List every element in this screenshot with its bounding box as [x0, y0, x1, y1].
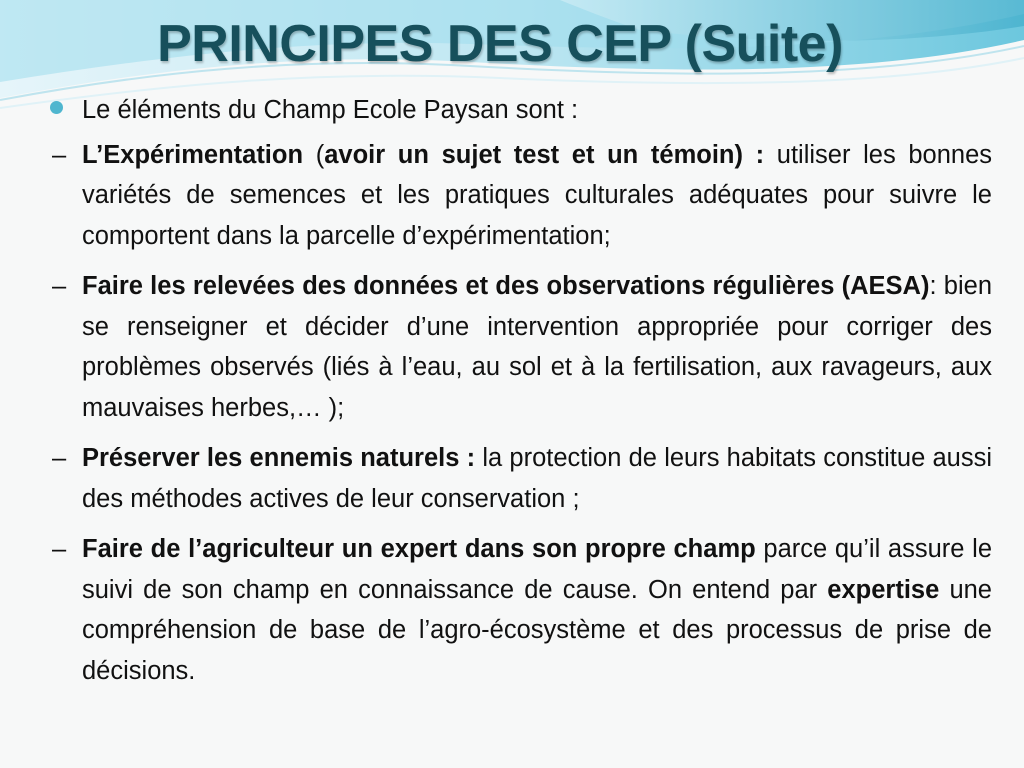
list-item-natural-enemies — [48, 438, 992, 519]
item-term-detail: avoir un sujet test et un témoin) : — [324, 140, 765, 169]
dash-icon: – — [52, 140, 67, 169]
item-text: parce qu’il assure le suivi de son champ en connaissance de cause. On entend par — [82, 535, 993, 604]
item-term: Préserver les ennemis naturels : — [82, 444, 476, 472]
list-item-observations — [48, 266, 992, 428]
list-item-expert-farmer — [48, 529, 992, 691]
item-text: : bien se renseigner et décider d’une intervention appropriée pour corriger des problèmes observés (liés à l’eau, au sol et à la fertilisation, aux ravageurs, aux mauvaises herbes,… ); — [82, 272, 992, 422]
item-text: la protection de leurs habitats constitue aussi des méthodes actives de leur conservation ; — [82, 444, 992, 513]
item-term: Faire de l’agriculteur un expert dans son propre champ — [82, 535, 756, 563]
item-text: utiliser les bonnes variétés de semences et les pratiques culturales adéquates pour suivre le comportent dans la parcelle d’expérimentation; — [82, 140, 993, 250]
item-term-expertise: expertise — [827, 575, 940, 604]
dash-icon: – — [52, 535, 67, 563]
dash-icon: – — [52, 272, 67, 300]
list-item-experimentation — [48, 135, 992, 257]
bullet-dot-icon — [50, 101, 63, 114]
item-term: Faire les relevées des données et des observations régulières (AESA) — [82, 272, 930, 300]
dash-icon: – — [52, 444, 67, 472]
intro-bullet — [48, 90, 992, 131]
item-term: L’Expérimentation — [82, 140, 304, 169]
item-text: une compréhension de base de l’agro-écosystème et des processus de prise de décisions. — [82, 575, 992, 685]
item-text: ( — [303, 140, 325, 169]
intro-text: Le éléments du Champ Ecole Paysan sont : — [82, 96, 579, 124]
slide-title: PRINCIPES DES CEP (Suite) — [157, 15, 843, 73]
slide-body — [48, 90, 992, 701]
